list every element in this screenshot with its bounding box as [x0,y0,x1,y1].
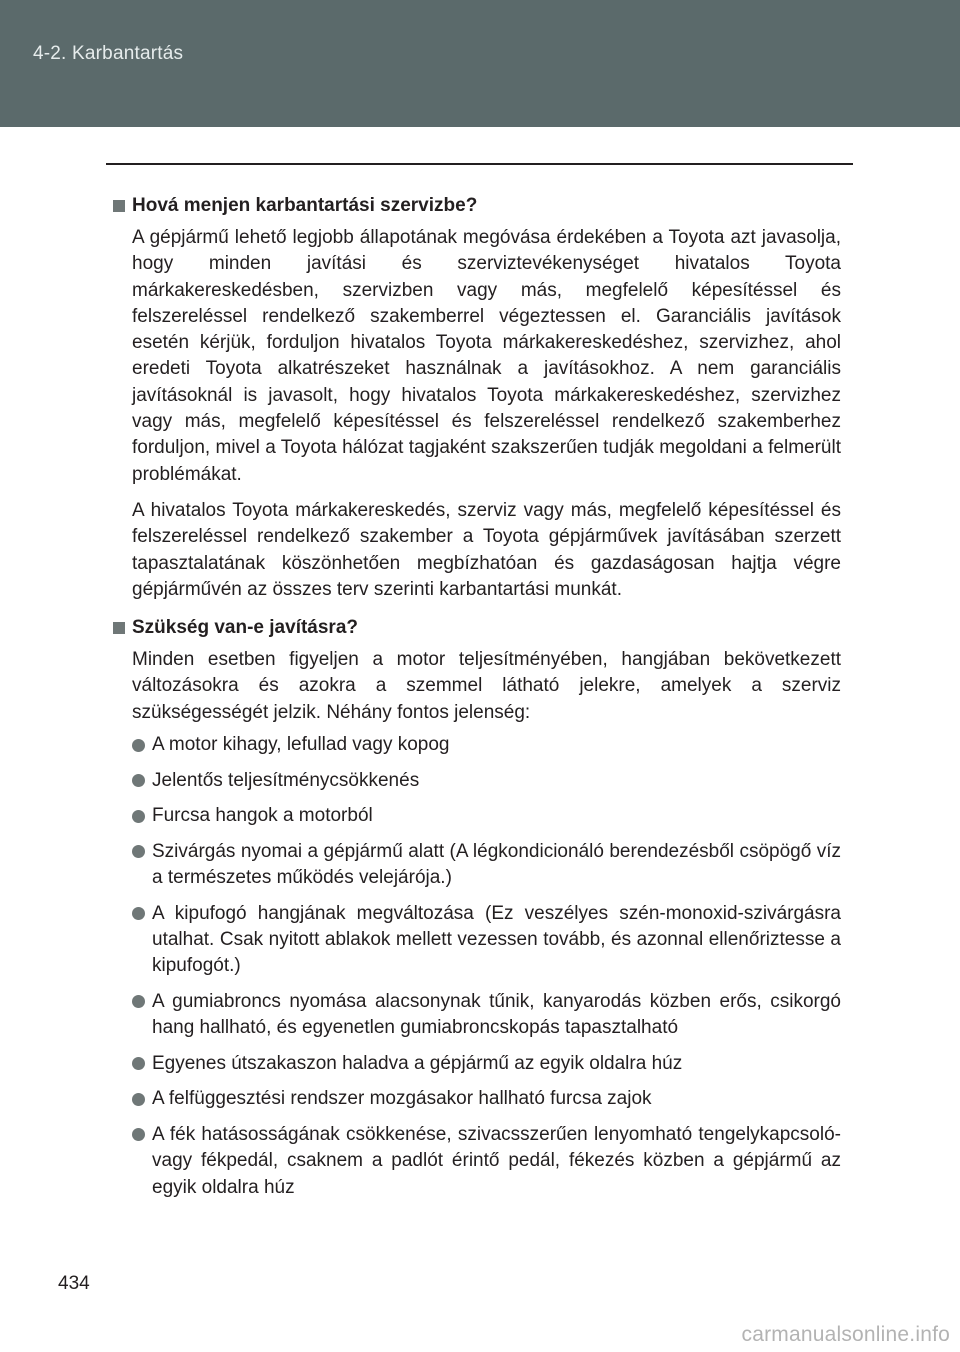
bullet-dot-icon [132,995,145,1008]
page-content [113,191,841,1210]
bullet-dot-icon [132,1057,145,1070]
chapter-title: 4-2. Karbantartás [33,43,184,64]
list-item-text: A felfüggesztési rendszer mozgásakor hallható furcsa zajok [152,1088,652,1110]
list-item [132,1051,841,1077]
paragraph: A gépjármű lehető legjobb állapotának megóvása érdekében a Toyota azt javasolja, hogy minden javítási és szerviztevékenységet hivatalos Toyota márkakereskedésben, szervizben vagy más, megfelelő képesítéssel és felszereléssel rendelkező szakemberrel végeztessen el. Garanciális javítások esetén kérjük, forduljon hivatalos Toyota márkakereskedéshez, szervizhez, ahol eredeti Toyota alkatrészeket használnak a javításokhoz. A nem garanciális javításoknál is javasolt, hogy hivatalos Toyota márkakereskedéshez, szervizhez vagy más, megfelelő képesítéssel és felszereléssel rendelkező szakemberhez forduljon, mivel a Toyota hálózat tagjaként szakszerűen tudják megoldani a felmerült problémákat. [132,227,841,485]
list-item [132,768,841,794]
list-item-text: A motor kihagy, lefullad vagy kopog [152,734,450,756]
list-item-text: Szivárgás nyomai a gépjármű alatt (A légkondicionáló berendezésből csöpögő víz a természetes működés velejárója.) [152,840,841,889]
symptom-list [132,732,841,1201]
section-heading-text: Hová menjen karbantartási szervizbe? [132,195,478,216]
bullet-dot-icon [132,845,145,858]
page-number: 434 [58,1273,90,1294]
square-bullet-icon [113,622,125,634]
watermark: carmanualsonline.info [741,1323,950,1346]
list-item [132,839,841,892]
list-item-text: A fék hatásosságának csökkenése, szivacsszerűen lenyomható tengelykapcsoló- vagy fékpedál, csaknem a padlót érintő pedál, fékezés közben a gépjármű az egyik oldalra húz [152,1123,841,1198]
list-item-text: Furcsa hangok a motorból [152,805,373,827]
list-item-text: A kipufogó hangjának megváltozása (Ez veszélyes szén-monoxid-szivárgásra utalhat. Csak nyitott ablakok mellett vezessen tovább, és azonnal ellenőriztesse a kipufogót.) [152,902,841,977]
list-item-text: A gumiabroncs nyomása alacsonynak tűnik, kanyarodás közben erős, csikorgó hang hallható, és egyenetlen gumiabroncskopás tapasztalható [152,990,841,1039]
section-heading-1 [113,191,841,221]
list-item [132,1086,841,1112]
header-bar [0,0,960,127]
list-item-text: Egyenes útszakaszon haladva a gépjármű az egyik oldalra húz [152,1052,683,1074]
bullet-dot-icon [132,907,145,920]
bullet-dot-icon [132,774,145,787]
paragraph: A hivatalos Toyota márkakereskedés, szerviz vagy más, megfelelő képesítéssel és felszereléssel rendelkező szakember a Toyota gépjárművek javításában szerzett tapasztalatának köszönhetően megbízhatóan és gazdaságosan hajtja végre gépjárművén az összes terv szerinti karbantartási munkát. [132,499,841,600]
bullet-dot-icon [132,739,145,752]
square-bullet-icon [113,200,125,212]
bullet-dot-icon [132,810,145,823]
list-item-text: Jelentős teljesítménycsökkenés [152,769,420,791]
list-item [132,989,841,1042]
section-heading-text: Szükség van-e javításra? [132,617,358,639]
bullet-dot-icon [132,1093,145,1106]
list-item [132,732,841,758]
section-divider [106,163,853,165]
list-item [132,1122,841,1201]
paragraph: Minden esetben figyeljen a motor teljesítményében, hangjában bekövetkezett változásokra és azokra a szemmel látható jelekre, amelyek a szerviz szükségességét jelzik. Néhány fontos jelenség: [132,649,841,723]
section-heading-2 [113,613,841,643]
bullet-dot-icon [132,1128,145,1141]
list-item [132,803,841,829]
list-item [132,901,841,980]
